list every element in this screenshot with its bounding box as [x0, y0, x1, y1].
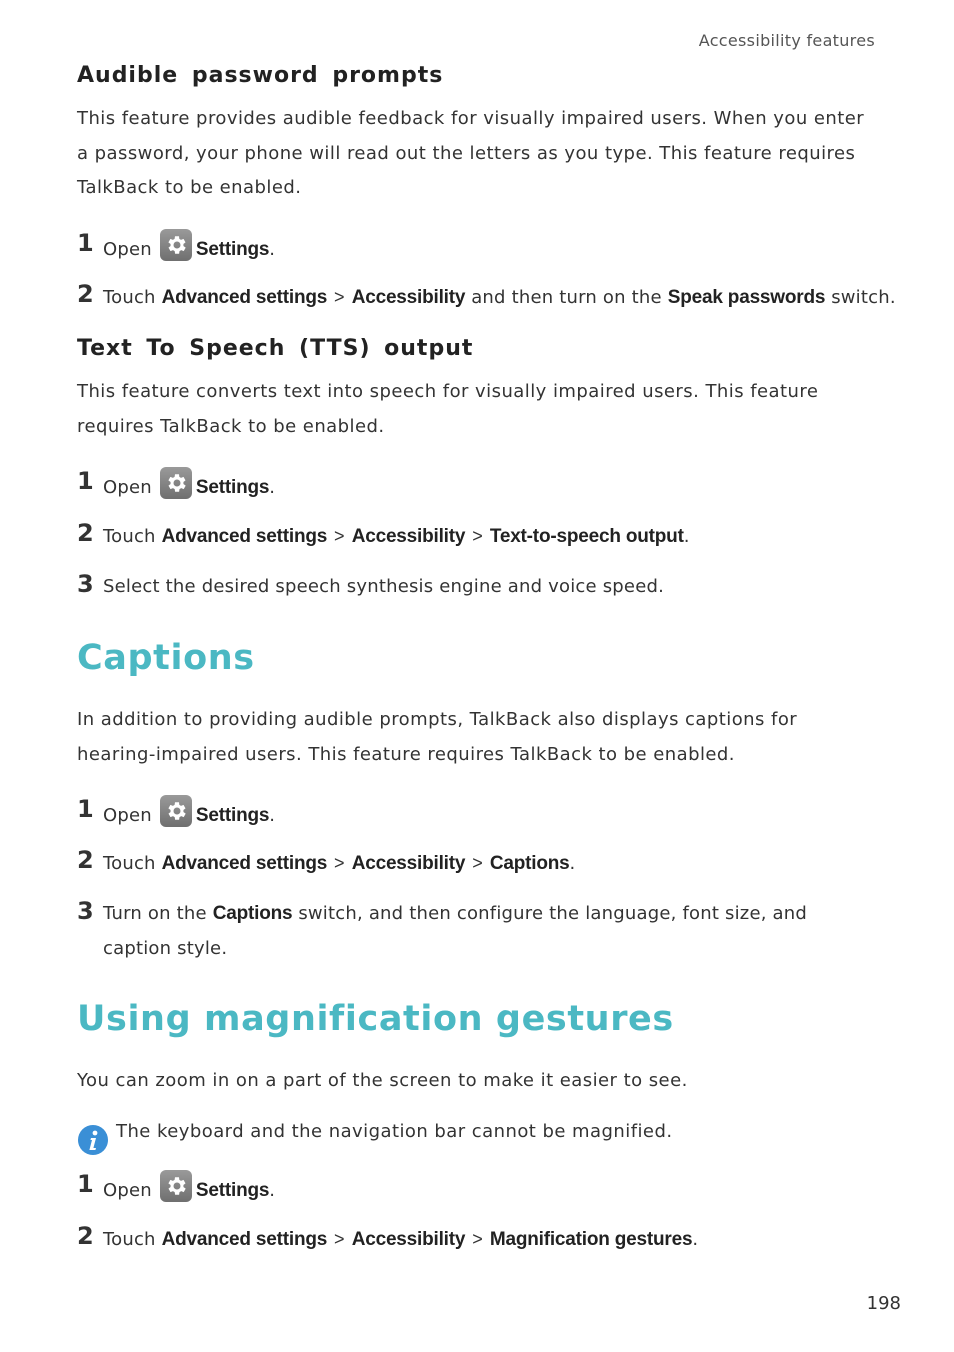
- step-number: 2: [77, 280, 94, 308]
- page-number: 198: [866, 1293, 901, 1314]
- audible-description: This feature provides audible feedback for visually impaired users. When you enter a password, your phone will read out the letters as you type. This feature requires TalkBack to be enabled.: [77, 108, 865, 198]
- step-number: 1: [77, 795, 94, 823]
- settings-gear-icon: [160, 1170, 192, 1202]
- magnification-description: You can zoom in on a part of the screen to make it easier to see.: [77, 1070, 688, 1091]
- section-heading-magnification-gestures: Using magnification gestures: [77, 999, 674, 1039]
- captions-description: In addition to providing audible prompts, TalkBack also displays captions for hearing-impaired users. This feature requires TalkBack to be enabled.: [77, 709, 798, 765]
- captions-step-1: 1 Open Settings.: [77, 795, 897, 834]
- step-number: 3: [77, 897, 94, 925]
- info-icon: [77, 1124, 109, 1156]
- settings-label: Settings: [195, 805, 270, 826]
- audible-step-1: 1 Open Settings.: [77, 229, 897, 268]
- magnification-step-1: 1 Open Settings.: [77, 1170, 897, 1209]
- step-number: 1: [77, 1170, 94, 1198]
- settings-label: Settings: [195, 239, 270, 260]
- settings-gear-icon: [160, 229, 192, 261]
- settings-label: Settings: [195, 477, 270, 498]
- settings-gear-icon: [160, 795, 192, 827]
- section-title-tts-output: Text To Speech (TTS) output: [77, 336, 474, 361]
- step-number: 1: [77, 467, 94, 495]
- magnification-step-2: 2 Touch Advanced settings > Accessibility > Magnification gestures.: [77, 1222, 897, 1258]
- tts-step-2: 2 Touch Advanced settings > Accessibility > Text-to-speech output.: [77, 519, 897, 555]
- audible-step-2: 2 Touch Advanced settings > Accessibility and then turn on the Speak passwords switch.: [77, 280, 897, 316]
- settings-gear-icon: [160, 467, 192, 499]
- captions-step-3: 3 Turn on the Captions switch, and then configure the language, font size, and caption style.: [77, 897, 877, 966]
- settings-label: Settings: [195, 1180, 270, 1201]
- step-number: 2: [77, 1222, 94, 1250]
- tts-step-1: 1 Open Settings.: [77, 467, 897, 506]
- tts-description: This feature converts text into speech for visually impaired users. This feature requires TalkBack to be enabled.: [77, 381, 819, 437]
- section-heading-captions: Captions: [77, 638, 255, 678]
- step-number: 2: [77, 846, 94, 874]
- running-header: Accessibility features: [698, 31, 875, 50]
- note-text: The keyboard and the navigation bar cannot be magnified.: [116, 1121, 673, 1142]
- step-number: 1: [77, 229, 94, 257]
- captions-step-2: 2 Touch Advanced settings > Accessibility > Captions.: [77, 846, 897, 882]
- step-number: 2: [77, 519, 94, 547]
- tts-step-3: 3 Select the desired speech synthesis engine and voice speed.: [77, 570, 897, 605]
- section-title-audible-password-prompts: Audible password prompts: [77, 63, 444, 88]
- step-number: 3: [77, 570, 94, 598]
